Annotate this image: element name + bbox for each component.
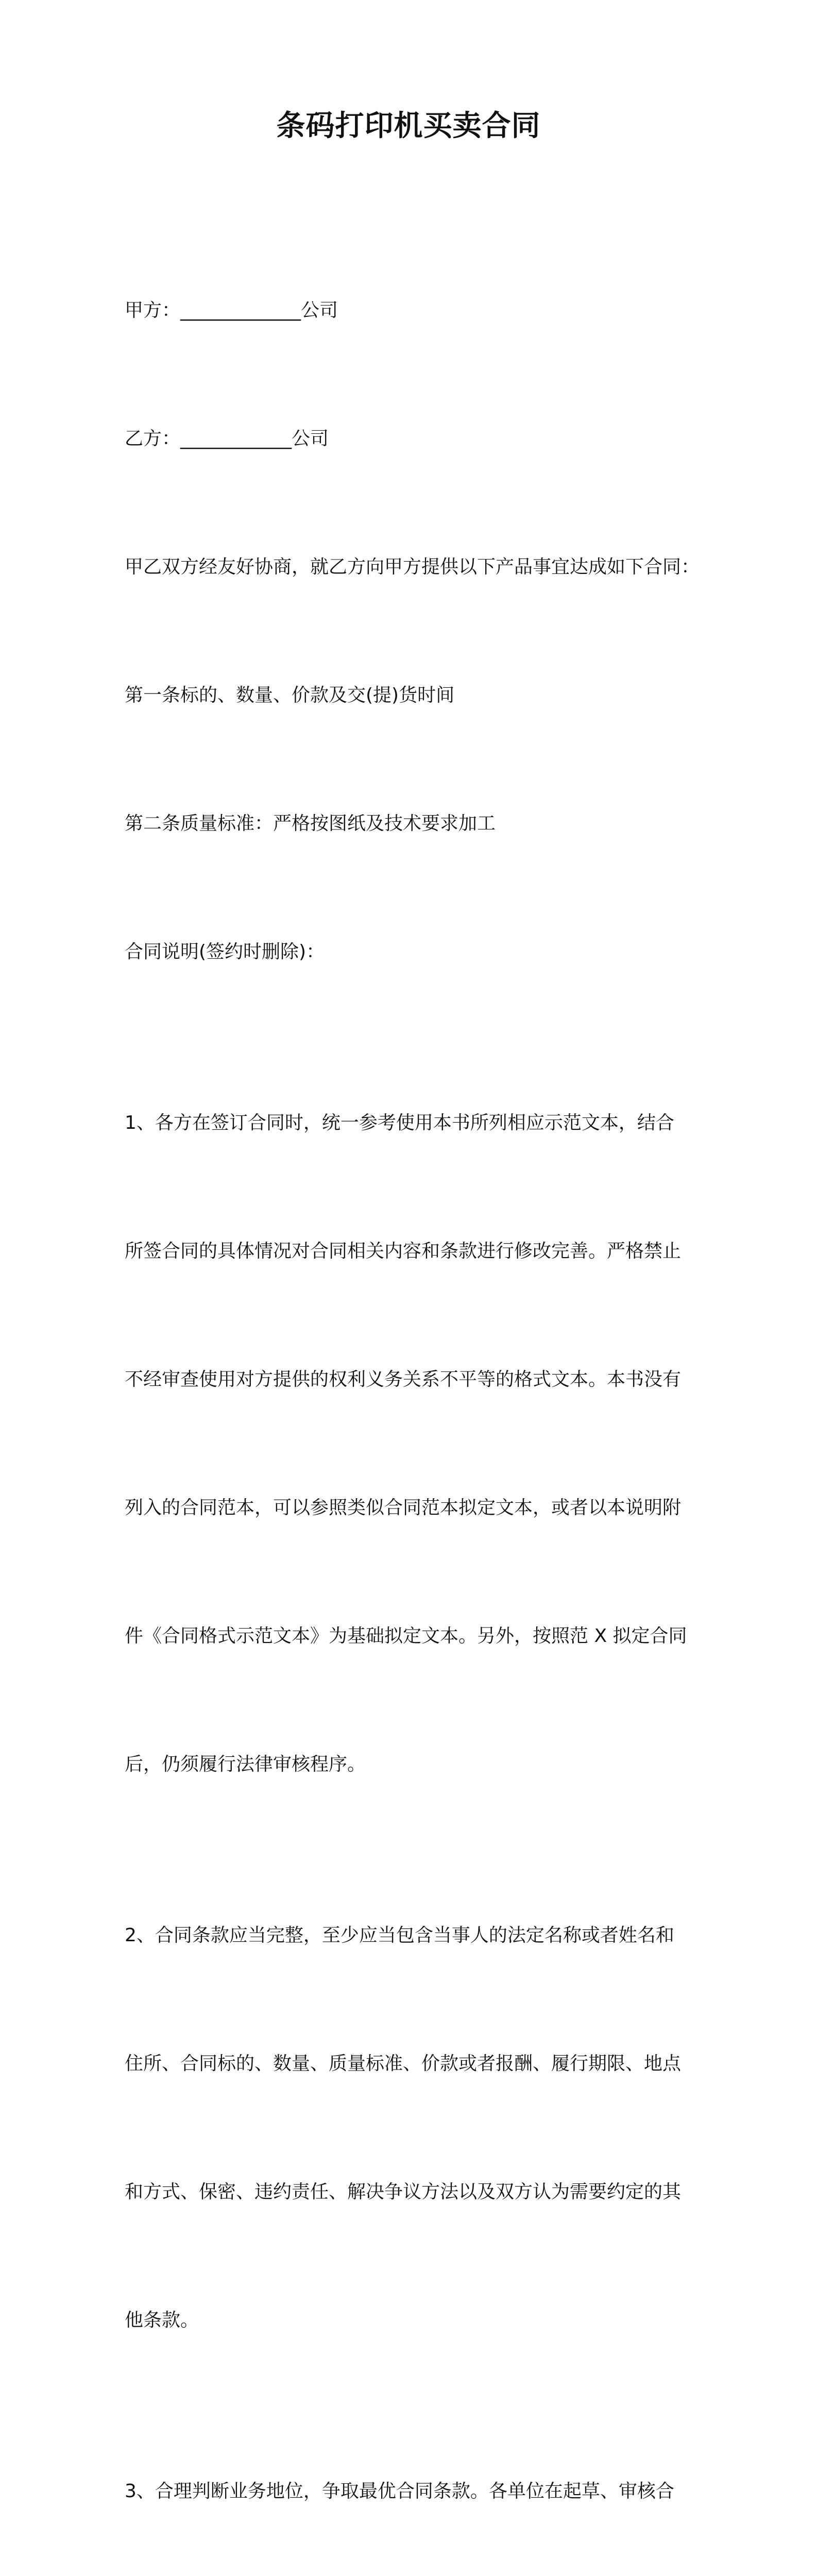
document-body [125,204,702,2576]
note-1-line: 1、各方在签订合同时，统一参考使用本书所列相应示范文本，结合 [125,1112,674,1133]
article-2: 第二条质量标准：严格按图纸及技术要求加工 [125,813,496,834]
intro-paragraph: 甲乙双方经友好协商，就乙方向甲方提供以下产品事宜达成如下合同： [125,556,700,578]
document-title: 条码打印机买卖合同 [276,109,541,143]
note-3-line: 3、合理判断业务地位，争取最优合同条款。各单位在起草、审核合 [125,2481,674,2502]
party-b-line: 乙方：____________公司 [125,428,329,449]
note-2-line: 住所、合同标的、数量、质量标准、价款或者报酬、履行期限、地点 [125,2053,682,2074]
notes-heading: 合同说明(签约时删除)： [125,941,325,962]
party-a-line: 甲方：_____________公司 [125,300,338,321]
article-1: 第一条标的、数量、价款及交(提)货时间 [125,685,455,706]
note-1-line: 不经审查使用对方提供的权利义务关系不平等的格式文本。本书没有 [125,1369,682,1390]
note-1-line: 件《合同格式示范文本》为基础拟定文本。另外，按照范 X 拟定合同 [125,1625,687,1647]
note-1-line: 后，仍须履行法律审核程序。 [125,1754,366,1775]
note-1-line: 所签合同的具体情况对合同相关内容和条款进行修改完善。严格禁止 [125,1241,682,1262]
note-1-line: 列入的合同范本，可以参照类似合同范本拟定文本，或者以本说明附 [125,1497,682,1518]
note-2-line: 他条款。 [125,2310,199,2331]
note-2-line: 和方式、保密、违约责任、解决争议方法以及双方认为需要约定的其 [125,2181,682,2202]
note-2-line: 2、合同条款应当完整，至少应当包含当事人的法定名称或者姓名和 [125,1925,674,1946]
